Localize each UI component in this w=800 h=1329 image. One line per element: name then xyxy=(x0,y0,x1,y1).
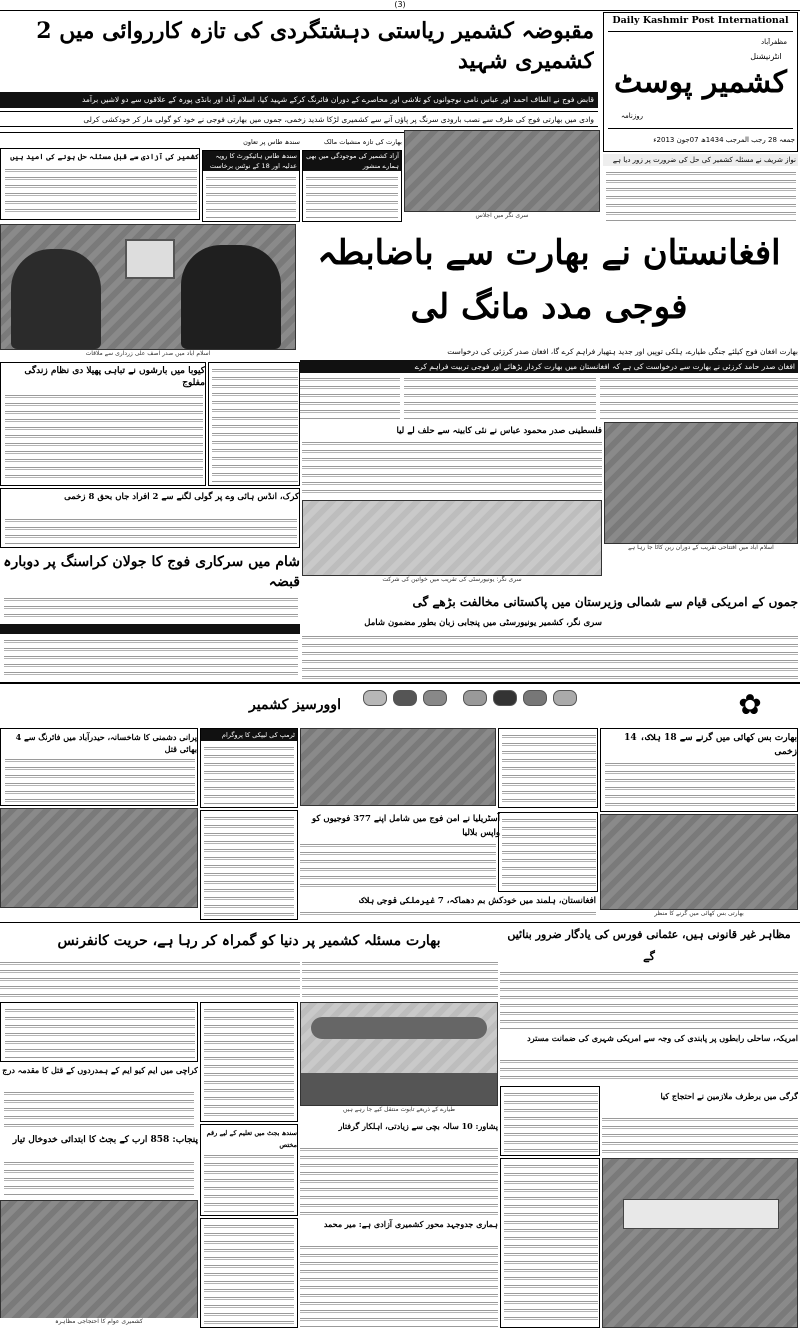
caption-conference: سری نگر میں اجلاس xyxy=(475,212,529,219)
overseas-story2 xyxy=(0,728,198,806)
overseas-side-column xyxy=(200,810,298,920)
overseas-story-mid2 xyxy=(498,812,598,892)
lower-peshawar-headline: پشاور: 10 سالہ بچی سے زیادتی، اہلکار گرفتار xyxy=(338,1121,498,1131)
overseas-story1-body xyxy=(605,761,795,809)
story-kyoto-body xyxy=(5,393,203,483)
story-h5-body xyxy=(5,167,197,217)
overseas-story2-headline: پرانی دشمنی کا شاخسانہ، حیدرآباد میں فائرنگ سے 4 بھائی قتل xyxy=(15,732,197,754)
middle-lower-body-right xyxy=(302,634,798,680)
story-abbas-column xyxy=(208,362,300,486)
lower-sindh-budget-headline: سندھ بجٹ میں تعلیم کے لیے رقم مختص xyxy=(206,1129,297,1149)
lower-bhat-headline: بھارت مسئلہ کشمیر پر دنیا کو گمراہ کر رہا ہے، حریت کانفرنس xyxy=(57,933,441,949)
photo-protest-faces xyxy=(0,808,198,908)
caption-meeting: اسلام آباد میں صدر آصف علی زرداری سے ملاقات xyxy=(85,350,211,357)
page-number: (3) xyxy=(394,0,406,9)
lower-gurgi-body xyxy=(602,1116,798,1156)
lower-bhat-body-2 xyxy=(302,960,498,1000)
caption-ribbon: اسلام آباد میں افتتاحی تقریب کے دوران ربن کاٹا جا رہا ہے xyxy=(628,544,774,551)
lower-karachi-headline: کراچی میں ایم کیو ایم کے ہمدردوں کے قتل کا مقدمہ درج xyxy=(2,1065,198,1075)
lower-mazahir-body xyxy=(500,970,798,1030)
lower-punjab-headline: پنجاب: 858 ارب کے بجٹ کا ابتدائی خدوخال تیار xyxy=(12,1135,198,1145)
masthead-small-right: انٹرنیشنل xyxy=(750,52,782,61)
overseas-flags xyxy=(360,690,460,720)
photo-meeting-frame xyxy=(125,239,175,279)
middle-lower-body-left xyxy=(4,638,298,680)
photo-protest-banner xyxy=(602,1158,798,1328)
photo-plane-ground xyxy=(301,1073,498,1106)
story-cricket-headline: کرک، انڈس ہائی وے پر گولی لگنے سے 2 افراد جاں بحق 8 زخمی xyxy=(64,492,299,502)
lower-rule xyxy=(0,922,800,923)
top-banner-subline-2: وادی میں بھارتی فوج کی طرف سے نصب بارودی سرنگ پر پاؤں آنے سے کشمیری لڑکا شدید زخمی، جموں میں بھارتی فوجی نے خود کو گولی مار کر خودکشی کرلی xyxy=(0,111,598,127)
lower-left-col xyxy=(0,1002,198,1062)
flag-icon xyxy=(523,690,547,706)
left-notice: نواز شریف نے مسئلہ کشمیر کی حل کی ضرورت پر زور دیا ہے xyxy=(603,154,798,166)
overseas-story-mid-body xyxy=(502,733,596,805)
lead-deck-2: افغان صدر حامد کرزئی نے بھارت سے درخواست کی ہے کہ افغانستان میں بھارت کردار بڑھائے اور فوجی تربیت فراہم کرے xyxy=(300,360,798,373)
masthead-urdu-logo: کشمیر پوسٹ xyxy=(614,65,787,100)
lower-lahore-body xyxy=(500,1058,798,1084)
top-banner-headline: مقبوضہ کشمیر ریاستی دہشتگردی کی تازہ کارروائی میں 2 کشمیری شہید xyxy=(36,18,594,74)
story-h4-headline: آزاد کشمیر کی موجودگی میں بھی ہمارے منشور xyxy=(303,151,401,171)
caption-plane: طیارے کے ذریعے تابوت منتقل کیے جا رہے ہیں xyxy=(343,1106,455,1113)
overseas-side-column-body xyxy=(204,815,294,917)
lower-left-col-body xyxy=(5,1007,195,1059)
photo-officials xyxy=(404,130,600,212)
photo-plane xyxy=(300,1002,498,1106)
lower-mid-col xyxy=(200,1002,298,1122)
photo-meeting xyxy=(0,224,296,350)
masthead-english-title: Daily Kashmir Post International xyxy=(612,15,789,26)
story-h5 xyxy=(0,148,200,220)
overseas-title: اوورسیز کشمیر xyxy=(249,697,341,713)
photo-meeting-person-right xyxy=(181,245,281,349)
story-h4-body xyxy=(306,175,398,219)
lead-body xyxy=(600,376,798,420)
flag-icon xyxy=(463,690,487,706)
story-abbas-body xyxy=(302,440,602,498)
flag-icon xyxy=(363,690,387,706)
photo-crowd xyxy=(0,1200,198,1328)
small-headline-h3: بھارت کی تازہ منشیات مالک xyxy=(323,138,402,146)
photo-ribbon xyxy=(604,422,798,544)
story-kyoto-headline: کیوبا میں بارشوں نے تباہی پھیلا دی نظام زندگی مفلوج xyxy=(24,366,205,388)
flag-icon xyxy=(493,690,517,706)
story-h2 xyxy=(202,150,300,222)
story-h5-headline: کشمیر کی آزادی سے قبل مسئلہ حل ہونے کی امید ہیں xyxy=(10,152,199,161)
lower-mid-right-col-2-body xyxy=(504,1163,598,1325)
lead-deck: بھارت افغان فوج کیلئے جنگی طیارے، ہلکی توپیں اور جدید ہتھیار فراہم کرے گا، افغان صدر کرزئی کی درخواست xyxy=(447,347,798,356)
masthead-small-left: روزنامہ xyxy=(620,112,644,120)
lower-punjab-body xyxy=(4,1160,194,1196)
left-notice-body xyxy=(606,170,796,222)
flag-icon xyxy=(393,690,417,706)
photo-plane-fuselage xyxy=(311,1017,487,1039)
overseas-story2-body xyxy=(5,757,195,803)
lower-freedom-body xyxy=(300,1244,498,1328)
overseas-story4-headline: افغانستان، ہلمند میں خودکش بم دھماکہ، 7 غیرملکی فوجی ہلاک xyxy=(359,896,596,906)
overseas-story5-headline: ٹرمپ کی لیپکی کا پروگرام xyxy=(201,729,297,741)
top-rule xyxy=(0,10,800,11)
lower-peshawar-body xyxy=(300,1146,498,1216)
lead-body-3 xyxy=(300,376,400,420)
story-kyoto xyxy=(0,362,206,486)
caption-group: سری نگر: یونیورسٹی کی تقریب میں خواتین کی شرکت xyxy=(382,576,522,583)
story-abbas-headline: فلسطینی صدر محمود عباس نے نئی کابینہ سے حلف لے لیا xyxy=(396,426,602,436)
lower-mid-right-col-body xyxy=(504,1091,598,1153)
lower-lahore-headline: امریکہ، ساحلی رابطوں پر پابندی کی وجہ سے امریکی شہری کی ضمانت مسترد xyxy=(527,1033,798,1043)
story-us-drone-headline: جموں کے امریکی قیام سے شمالی وزیرستان میں پاکستانی مخالفت بڑھے گی xyxy=(412,595,798,609)
story-h4 xyxy=(302,150,402,222)
photo-protest-banner-cloth xyxy=(623,1199,779,1229)
story-syria-body xyxy=(4,596,298,620)
lower-mid-col-3-body xyxy=(204,1223,294,1325)
story-h2-headline: سندھ طاس ہائیکورٹ کا رویہ عدلیہ اور 18 کے نوٹس برخاست xyxy=(203,151,299,171)
overseas-story-mid xyxy=(498,728,598,808)
lead-body-2 xyxy=(404,376,596,420)
overseas-band xyxy=(0,686,800,726)
masthead-logo-box xyxy=(608,31,793,129)
story-syria-headline: شام میں سرکاری فوج کا جولان کراسنگ پر دوبارہ قبضہ xyxy=(3,554,300,590)
top-banner xyxy=(0,12,598,130)
story-h2-body xyxy=(206,175,296,219)
lead-headline: افغانستان نے بھارت سے باضابطہ فوجی مدد مانگ لی xyxy=(317,233,781,327)
overseas-story3-headline: آسٹریلیا نے امن فوج میں شامل اپنے 377 فوجیوں کو واپس بلالیا xyxy=(311,814,500,838)
overseas-story-mid2-body xyxy=(502,817,596,889)
overseas-story1 xyxy=(600,728,798,812)
overseas-story4-body xyxy=(300,910,596,920)
photo-officers xyxy=(300,728,496,806)
overseas-story5 xyxy=(200,728,298,808)
photo-group xyxy=(302,500,602,576)
story-cricket-body xyxy=(5,517,297,545)
photo-bus xyxy=(600,814,798,910)
overseas-story3-body xyxy=(300,842,496,892)
masthead xyxy=(603,12,798,152)
lower-mid-col-2-body xyxy=(204,1153,294,1213)
lower-mid-col-3 xyxy=(200,1218,298,1328)
lower-karachi-body xyxy=(4,1090,194,1130)
lower-freedom-headline: ہماری جدوجہد محور کشمیری آزادی ہے: میر محمد xyxy=(323,1219,498,1229)
overseas-rule-top xyxy=(0,682,800,684)
lower-mid-right-col-2 xyxy=(500,1158,600,1328)
lower-mid-col-2 xyxy=(200,1124,298,1216)
photo-meeting-person-left xyxy=(11,249,101,349)
caption-bus: بھارتی بس کھائی میں گرنے کا منظر xyxy=(654,910,744,917)
overseas-story1-headline: بھارت بس کھائی میں گرنے سے 18 ہلاک، 14 زخمی xyxy=(624,733,797,757)
lower-bhat-body xyxy=(0,960,300,1000)
story-abbas-column-body xyxy=(212,367,298,483)
masthead-date-line: جمعہ 28 رجب المرجب 1434ھ 07جون 2013ء xyxy=(653,136,795,144)
lower-mid-right-col xyxy=(500,1086,600,1156)
flag-icon xyxy=(423,690,447,706)
story-university-headline: سری نگر، کشمیر یونیورسٹی میں پنجابی زبان بطور مضمون شامل xyxy=(364,618,602,628)
overseas-story5-body xyxy=(204,745,294,805)
flag-icon xyxy=(553,690,577,706)
masthead-small-top: مظفرآباد xyxy=(760,38,788,46)
story-cricket xyxy=(0,488,300,548)
lower-mazahir-headline: مظاہر غیر قانونی ہیں، عثمانی فورس کی یادگار ضرور بنائیں گے xyxy=(507,928,791,963)
lower-mid-col-body xyxy=(204,1007,294,1119)
chinar-leaf-icon: ✿ xyxy=(738,688,762,721)
caption-protest: کشمیری عوام کا احتجاجی مظاہرہ xyxy=(0,1318,198,1328)
middle-black-band xyxy=(0,624,300,634)
top-banner-subline-1: قابض فوج نے الطاف احمد اور عباس نامی نوجوانوں کو تلاشی اور محاصرے کے دوران فائرنگ کرکے شہید کیا، اسلام آباد اور بانڈی پورہ کے علاقوں سے دو لاشیں برآمد xyxy=(0,92,598,108)
small-headline-h1: سندھ طاس پر تعاون xyxy=(243,138,300,146)
lower-gurgi-headline: گرگی میں برطرف ملازمین نے احتجاج کیا xyxy=(660,1091,798,1101)
overseas-flags-2 xyxy=(460,690,610,720)
